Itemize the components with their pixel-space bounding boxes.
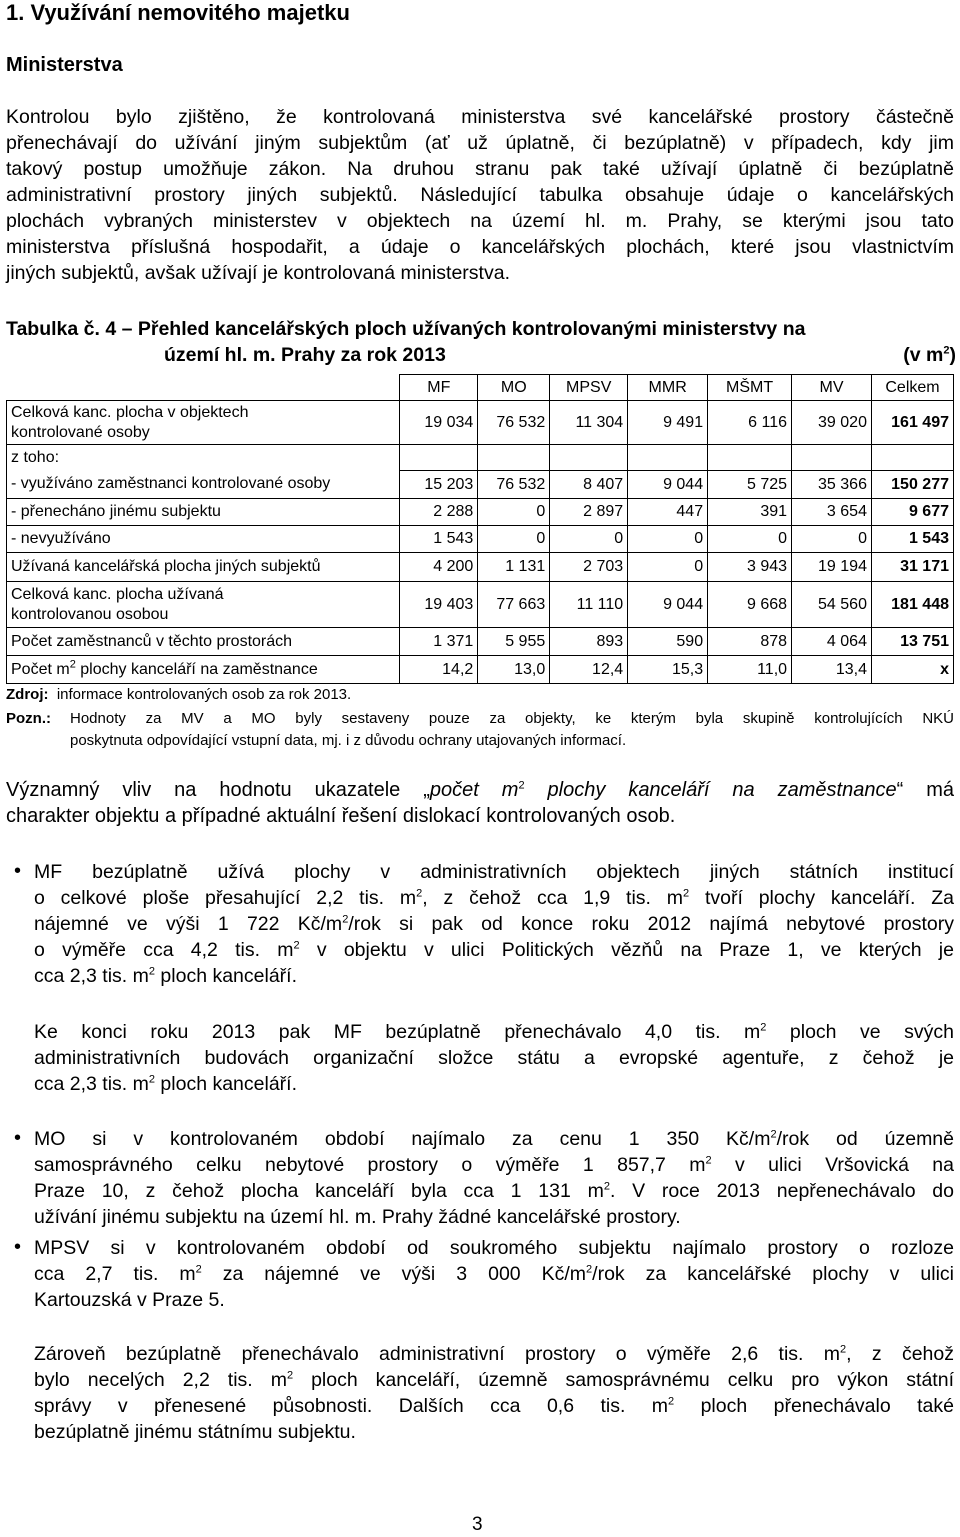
cell-value: 19 403 <box>400 582 478 628</box>
col-header: MPSV <box>550 375 628 401</box>
cell-empty <box>708 445 792 471</box>
page-title: 1. Využívání nemovitého majetku <box>6 0 350 25</box>
intro-paragraph <box>6 104 954 286</box>
intro-line: plochách vybraných ministerstev v objektech na území hl. m. Prahy, se kterými jsou tato <box>6 210 954 232</box>
cell-value: 9 044 <box>628 471 708 499</box>
cell-value: 76 532 <box>478 471 550 499</box>
cell-empty <box>478 445 550 471</box>
cell-value: 0 <box>478 526 550 553</box>
cell-value: 13,4 <box>792 656 872 684</box>
cell-value: 0 <box>628 526 708 553</box>
cell-value: 15,3 <box>628 656 708 684</box>
caption-row-1 <box>6 316 956 342</box>
cell-value: 13,0 <box>478 656 550 684</box>
col-header: Celkem <box>871 375 953 401</box>
cell-value: 3 943 <box>708 553 792 582</box>
table-row <box>7 526 954 553</box>
cell-value: 0 <box>708 526 792 553</box>
cell-total: 161 497 <box>871 401 953 445</box>
paragraph-mpsv-transfer: Zároveň bezúplatně přenechávalo administrativní prostory o výměře 2,6 tis. $m^2$, z čehož bylo necelých 2,2 tis. $m^2$ ploch kanceláří, územně samosprávnému celku pro výkon státní správy v přenesené působnosti. Dalších cca 0,6 tis. $m^2$ ploch přenechávalo také bezúplatně jinému státnímu subjektu. <box>34 1343 954 1443</box>
col-header: MO <box>478 375 550 401</box>
cell-value: 6 116 <box>708 401 792 445</box>
row-label: Počet zaměstnanců v těchto prostorách <box>7 628 400 656</box>
cell-empty <box>628 445 708 471</box>
cell-value: 1 371 <box>400 628 478 656</box>
cell-value: 5 955 <box>478 628 550 656</box>
row-label: - přenecháno jinému subjektu <box>7 499 400 526</box>
cell-value: 3 654 <box>792 499 872 526</box>
caption-title-line1: 4 – Přehled kancelářských ploch užívaných kontrolovanými ministerstvy na <box>105 318 806 340</box>
cell-value: 5 725 <box>708 471 792 499</box>
cell-value: 590 <box>628 628 708 656</box>
intro-line: Kontrolou bylo zjištěno, že kontrolovaná ministerstva své kancelářské prostory částečně <box>6 106 954 128</box>
cell-value: 0 <box>628 553 708 582</box>
note-line: poskytnuta odpovídající vstupní data, mj. i z důvodu ochrany utajovaných informací. <box>70 732 627 749</box>
cell-value: 1 131 <box>478 553 550 582</box>
section-heading: Ministerstva <box>6 54 123 76</box>
bullet-icon: • <box>14 1236 22 1258</box>
cell-value: 8 407 <box>550 471 628 499</box>
paragraph-indicator <box>6 777 954 829</box>
table-row <box>7 582 954 628</box>
cell-total: 181 448 <box>871 582 953 628</box>
cell-value: 2 897 <box>550 499 628 526</box>
cell-value: 11,0 <box>708 656 792 684</box>
cell-value: 12,4 <box>550 656 628 684</box>
bullet-icon: • <box>14 1127 22 1149</box>
cell-empty <box>550 445 628 471</box>
cell-value: 77 663 <box>478 582 550 628</box>
intro-line: administrativní prostory jiných subjektů. Následující tabulka obsahuje údaje o kancelářských <box>6 184 954 206</box>
cell-total: 13 751 <box>871 628 953 656</box>
header-empty <box>7 375 400 401</box>
cell-value: 447 <box>628 499 708 526</box>
cell-value: 76 532 <box>478 401 550 445</box>
cell-value: 15 203 <box>400 471 478 499</box>
row-label: z toho: <box>7 445 400 471</box>
cell-value: 2 703 <box>550 553 628 582</box>
cell-value: 9 668 <box>708 582 792 628</box>
note-label: Pozn.: <box>6 710 51 727</box>
bullet-mf: MF bezúplatně užívá plochy v administrativních objektech jiných státních institucí o celkové ploše přesahující 2,2 tis. $m^2$, z čehož cca 1,9 tis. $m^2$ tvoří plochy kanceláří. Za nájemné ve výši 1 722 $Kč/m^2$/rok si pak od konce roku 2012 najímá nebytové prostory o výměře cca 4,2 tis. $m^2$ v objektu v ulici Politických vězňů na Praze 1, ve kterých je cca 2,3 tis. $m^2$ ploch kanceláří. <box>34 861 955 987</box>
bullet-icon: • <box>14 860 22 882</box>
table-header-row <box>7 375 954 401</box>
col-header: MF <box>400 375 478 401</box>
cell-total: 150 277 <box>871 471 953 499</box>
table-row <box>7 553 954 582</box>
table-note <box>6 708 954 752</box>
cell-value: 391 <box>708 499 792 526</box>
cell-value: 19 194 <box>792 553 872 582</box>
row-label: Celková kanc. plocha užívaná kontrolovanou osobou <box>7 582 400 628</box>
source-text: informace kontrolovaných osob za rok 2013. <box>56 686 352 703</box>
caption-prefix: Tabulka č. <box>6 318 106 340</box>
cell-value: 4 064 <box>792 628 872 656</box>
caption-title-line2: území hl. m. Prahy za rok 2013 <box>164 344 446 366</box>
col-header: MŠMT <box>708 375 792 401</box>
cell-empty <box>871 445 953 471</box>
paragraph-line: Významný vliv na hodnotu ukazatele „počet $m^2$ plochy kanceláří na zaměstnance“ má <box>6 779 954 801</box>
cell-value: 39 020 <box>792 401 872 445</box>
cell-value: 0 <box>478 499 550 526</box>
table-row <box>7 471 954 499</box>
cell-value: 35 366 <box>792 471 872 499</box>
cell-value: 11 304 <box>550 401 628 445</box>
caption-unit: (v $m^2$) <box>903 344 956 366</box>
caption-row-2 <box>6 342 956 368</box>
table-source <box>6 684 954 706</box>
row-label: Celková kanc. plocha v objektech kontrolované osoby <box>7 401 400 445</box>
cell-empty <box>792 445 872 471</box>
cell-value: 11 110 <box>550 582 628 628</box>
note-line: Hodnoty za MV a MO byly sestaveny pouze za objekty, ke kterým byla skupině kontrolujících NKÚ <box>70 710 954 727</box>
cell-value: 878 <box>708 628 792 656</box>
col-header: MV <box>792 375 872 401</box>
intro-line: takový postup umožňuje zákon. Na druhou stranu pak také užívají úplatně či bezúplatně <box>6 158 954 180</box>
cell-value: 4 200 <box>400 553 478 582</box>
cell-value: 9 044 <box>628 582 708 628</box>
cell-value: 14,2 <box>400 656 478 684</box>
cell-total: 31 171 <box>871 553 953 582</box>
table-row <box>7 445 954 471</box>
col-header: MMR <box>628 375 708 401</box>
source-label: Zdroj: <box>6 686 49 703</box>
bullet-mo: MO si v kontrolovaném období najímalo za cenu 1 350 $Kč/m^2$/rok od územně samosprávného celku nebytové prostory o výměře 1 857,7 $m^2$ v ulici Vršovická na Praze 10, z čehož plocha kanceláří byla cca 1 131 $m^2$. V roce 2013 nepřenechávalo do užívání jinému subjektu na území hl. m. Prahy žádné kancelářské prostory. <box>34 1128 955 1228</box>
cell-total: 9 677 <box>871 499 953 526</box>
table-row <box>7 401 954 445</box>
table-caption <box>6 316 956 368</box>
bullet-mpsv: MPSV si v kontrolovaném období od soukromého subjektu najímalo prostory o rozloze cca 2,7 tis. $m^2$ za nájemné ve výši 3 000 $Kč/m^2$/rok za kancelářské plochy v ulici Kartouzská v Praze 5. <box>34 1237 954 1311</box>
cell-value: 2 288 <box>400 499 478 526</box>
intro-line: ministerstva příslušná hospodařit, a údaje o kancelářských plochách, které jsou vlastnictvím <box>6 236 954 258</box>
intro-line: přenechávají do užívání jiným subjektům (ať už úplatně, či bezúplatně) v případech, kdy jim <box>6 132 954 154</box>
office-space-table <box>6 374 954 684</box>
cell-empty <box>400 445 478 471</box>
cell-value: 893 <box>550 628 628 656</box>
table-row <box>7 628 954 656</box>
row-label: - využíváno zaměstnanci kontrolované osoby <box>7 471 400 499</box>
cell-value: 0 <box>550 526 628 553</box>
table-row <box>7 499 954 526</box>
row-label: Počet $m^2$ plochy kanceláří na zaměstnance <box>7 656 400 684</box>
cell-value: 9 491 <box>628 401 708 445</box>
paragraph-line: charakter objektu a případné aktuální řešení dislokací kontrolovaných osob. <box>6 805 676 827</box>
cell-total: x <box>871 656 953 684</box>
row-label: Užívaná kancelářská plocha jiných subjektů <box>7 553 400 582</box>
table-row <box>7 656 954 684</box>
cell-total: 1 543 <box>871 526 953 553</box>
intro-line: jiných subjektů, avšak užívají je kontrolovaná ministerstva. <box>6 262 510 284</box>
cell-value: 19 034 <box>400 401 478 445</box>
row-label: - nevyužíváno <box>7 526 400 553</box>
page-number: 3 <box>472 1514 483 1535</box>
cell-value: 0 <box>792 526 872 553</box>
cell-value: 1 543 <box>400 526 478 553</box>
paragraph-mf-transfer: Ke konci roku 2013 pak MF bezúplatně přenechávalo 4,0 tis. $m^2$ ploch ve svých administrativních budovách organizační složce státu a evropské agentuře, z čehož je cca 2,3 tis. $m^2$ ploch kanceláří. <box>34 1021 955 1095</box>
cell-value: 54 560 <box>792 582 872 628</box>
